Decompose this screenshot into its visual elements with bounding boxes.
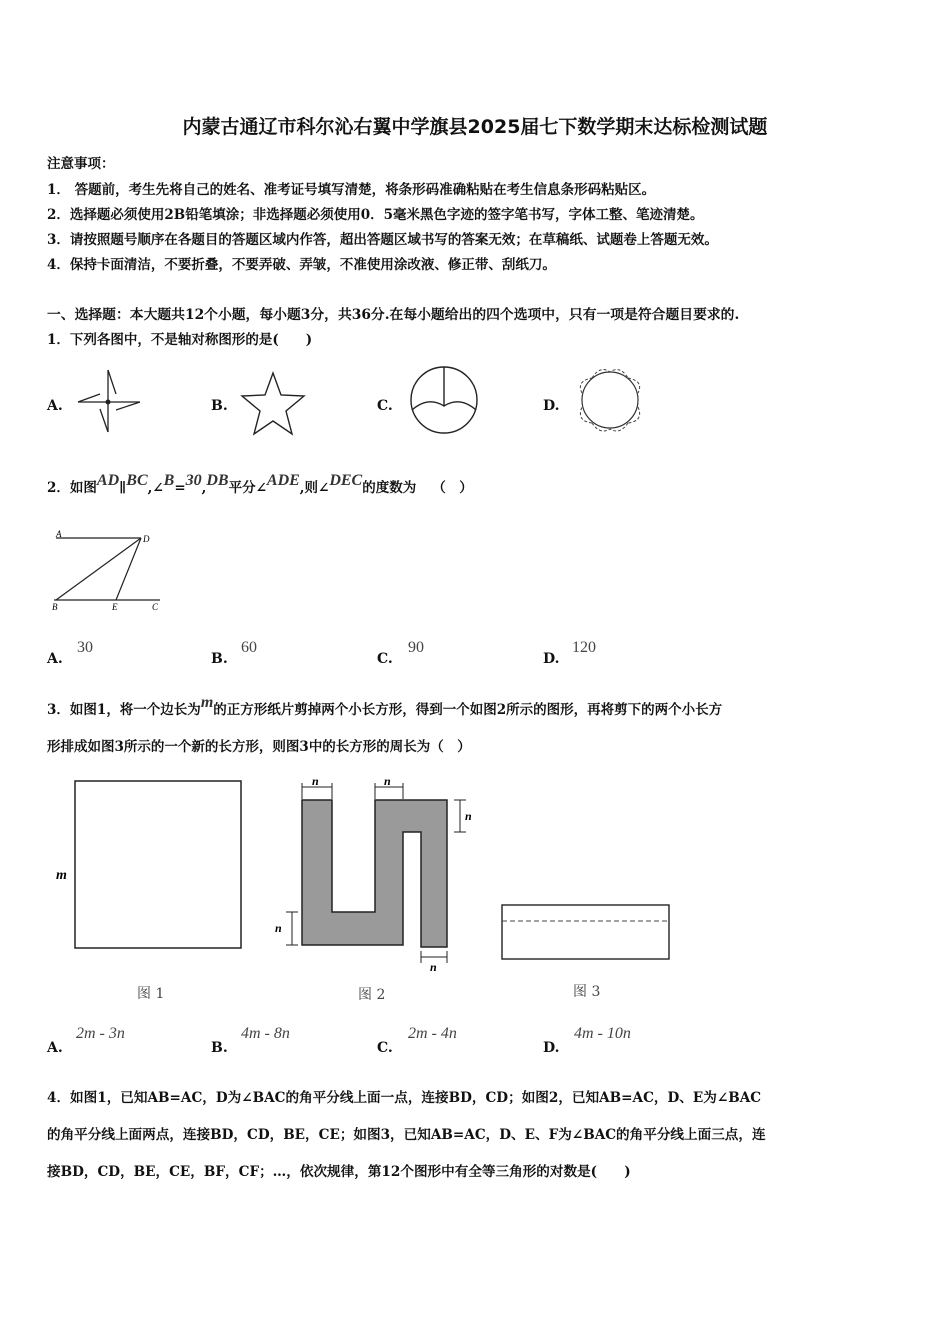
- label-a: A: [56, 529, 62, 539]
- caption-figure-2: 图 2: [358, 987, 386, 1003]
- q3-option-d-value: 4m - 10n: [574, 1025, 631, 1042]
- caption-figure-1: 图 1: [137, 986, 165, 1002]
- notice-item-1: 1． 答题前，考生先将自己的姓名、准考证号填写清楚，将条形码准确粘贴在考生信息条形码粘贴区。: [47, 182, 656, 198]
- q3-option-a-label: A.: [47, 1040, 63, 1056]
- q2-geometry-figure: [48, 528, 166, 612]
- q3-option-c-label: C.: [377, 1040, 393, 1056]
- label-n-top-left: n: [312, 774, 319, 788]
- q2-option-a-value: 30: [77, 639, 93, 656]
- label-c: C: [152, 602, 159, 612]
- q3-stem-line-2: 形排成如图3所示的一个新的长方形，则图3中的长方形的周长为（ ）: [47, 739, 471, 755]
- q1-stem: 1．下列各图中，不是轴对称图形的是( ): [47, 332, 313, 348]
- notice-heading: 注意事项：: [47, 156, 115, 172]
- q3-option-b-label: B.: [211, 1040, 228, 1056]
- q3-figure-2: [272, 775, 482, 1005]
- q3-figure-1: [50, 778, 250, 1008]
- q2-stem: 2．如图AD∥BC,∠B=30,DB平分∠ADE,则∠DEC的度数为 （ ）: [47, 472, 473, 496]
- q2-option-c-label: C.: [377, 651, 393, 667]
- q4-stem-line-3: 接BD，CD，BE，CE，BF，CF；…，依次规律，第12个图形中有全等三角形的对数是( ): [47, 1164, 631, 1180]
- flower-figure: [570, 363, 650, 437]
- notice-item-2: 2．选择题必须使用2B铅笔填涂；非选择题必须使用0．5毫米黑色字迹的签字笔书写，字体工整、笔迹清楚。: [47, 207, 704, 223]
- q2-option-a-label: A.: [47, 651, 63, 667]
- q3-stem-line-1: 3．如图1，将一个边长为m的正方形纸片剪掉两个小长方形，得到一个如图2所示的图形，再将剪下的两个小长方: [47, 694, 723, 718]
- label-b: B: [52, 602, 58, 612]
- label-n-bottom: n: [430, 960, 437, 974]
- q1-option-c-label: C.: [377, 398, 393, 414]
- label-n-top-middle: n: [384, 774, 391, 788]
- q4-stem-line-1: 4．如图1，已知AB=AC，D为∠BAC的角平分线上面一点，连接BD，CD；如图2，已知AB=AC，D、E为∠BAC: [47, 1090, 762, 1106]
- caption-figure-3: 图 3: [573, 984, 601, 1000]
- q3-option-d-label: D.: [543, 1040, 560, 1056]
- q1-option-d-label: D.: [543, 398, 560, 414]
- pinwheel-figure: [78, 364, 148, 436]
- label-m: m: [56, 868, 67, 883]
- circle-three-arcs-figure: [408, 364, 480, 436]
- q2-option-b-label: B.: [211, 651, 228, 667]
- notice-item-4: 4．保持卡面清洁，不要折叠，不要弄破、弄皱，不准使用涂改液、修正带、刮纸刀。: [47, 257, 556, 273]
- q3-option-c-value: 2m - 4n: [408, 1025, 457, 1042]
- page-title: 内蒙古通辽市科尔沁右翼中学旗县2025届七下数学期末达标检测试题: [182, 116, 768, 138]
- section-heading: 一、选择题：本大题共12个小题，每小题3分，共36分.在每小题给出的四个选项中，只有一项是符合题目要求的.: [47, 307, 740, 323]
- label-d: D: [143, 534, 150, 544]
- q3-option-b-value: 4m - 8n: [241, 1025, 290, 1042]
- label-n-right: n: [465, 809, 472, 823]
- q3-option-a-value: 2m - 3n: [76, 1025, 125, 1042]
- q1-option-b-label: B.: [211, 398, 228, 414]
- q4-stem-line-2: 的角平分线上面两点，连接BD，CD，BE，CE；如图3，已知AB=AC，D、E、F为∠BAC的角平分线上面三点，连: [47, 1127, 766, 1143]
- q3-figure-3: [498, 900, 678, 1010]
- label-e: E: [112, 602, 118, 612]
- q2-option-b-value: 60: [241, 639, 257, 656]
- notice-item-3: 3．请按照题号顺序在各题目的答题区域内作答，超出答题区域书写的答案无效；在草稿纸、试题卷上答题无效。: [47, 232, 718, 248]
- q1-option-a-label: A.: [47, 398, 63, 414]
- q2-option-d-label: D.: [543, 651, 560, 667]
- label-n-left: n: [275, 921, 282, 935]
- q2-option-c-value: 90: [408, 639, 424, 656]
- q2-option-d-value: 120: [572, 639, 596, 656]
- star-figure: [240, 372, 306, 436]
